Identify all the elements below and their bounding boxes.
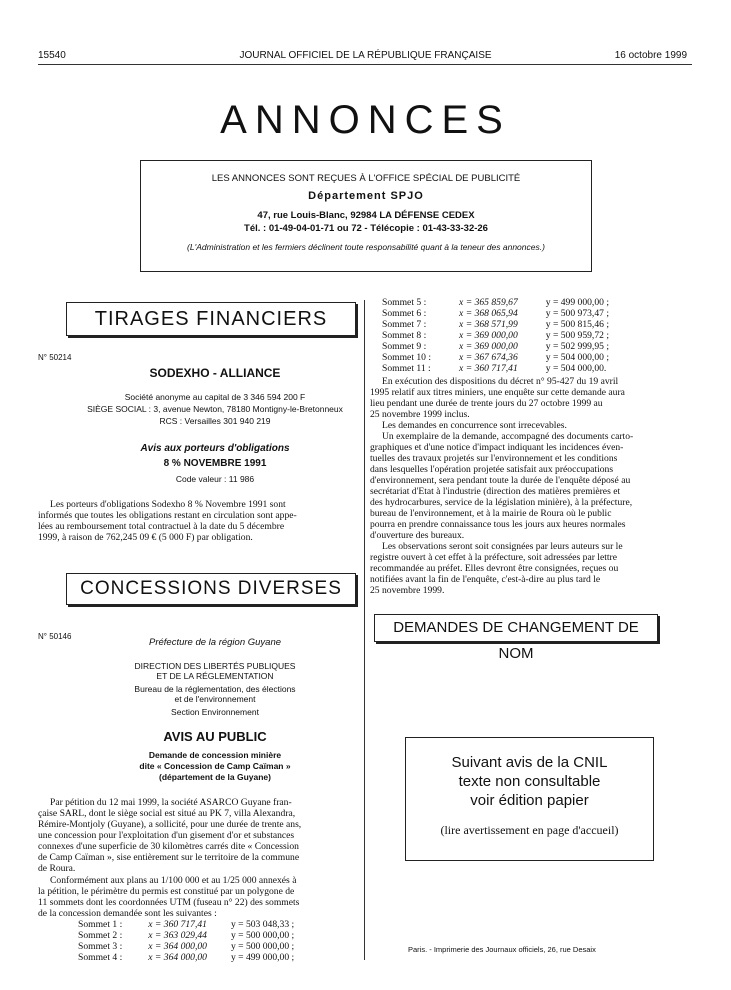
notice-address: 47, rue Louis-Blanc, 92984 LA DÉFENSE CEDEX: [257, 210, 475, 221]
notice-department: Département SPJO: [308, 190, 424, 202]
demande-line: Demande de concession minière: [148, 750, 282, 760]
text-line: dans lesquelles l'opération projetée satisfait aux préoccupations: [370, 464, 614, 475]
table-row: [382, 330, 615, 341]
section-concessions-diverses: CONCESSIONS DIVERSES: [66, 573, 356, 605]
text-line: informés que toutes les obligations restant en circulation sont appe-: [38, 510, 297, 521]
text-line: de Camp Caïman », sise entièrement sur le territoire de la commune: [38, 852, 300, 863]
table-row: [78, 919, 300, 930]
sommet-label: Sommet 10 :: [382, 352, 432, 363]
table-row: [382, 363, 615, 374]
column-divider: [364, 300, 365, 960]
sommet-x: x = 368 065,94: [459, 308, 518, 319]
sommet-x: x = 369 000,00: [459, 330, 518, 341]
text-line: Les observations seront soit consignées par leurs auteurs sur le: [382, 541, 623, 552]
sommet-y: y = 503 048,33 ;: [230, 919, 295, 930]
sommets-table-left: [78, 919, 300, 963]
sommet-y: y = 500 815,46 ;: [545, 319, 609, 330]
table-row: [78, 930, 300, 941]
text-line: 1995 relatif aux titres miniers, une enquête sur cette demande aura: [370, 387, 625, 398]
sommet-label: Sommet 11 :: [382, 363, 431, 374]
text-line: registre ouvert à cet effet à la préfecture, soit adressées par lettre: [370, 552, 617, 563]
prefecture-name: Préfecture de la région Guyane: [148, 637, 282, 648]
sommet-x: x = 360 717,41: [148, 919, 207, 930]
sommet-label: Sommet 3 :: [78, 941, 123, 952]
text-line: Un exemplaire de la demande, accompagné des documents carto-: [382, 431, 634, 442]
demande-line: (département de la Guyane): [159, 772, 271, 782]
cnil-line: voir édition papier: [470, 792, 589, 809]
sommets-table-right: [382, 297, 615, 374]
sommet-label: Sommet 9 :: [382, 341, 427, 352]
issue-date: 16 octobre 1999: [614, 50, 687, 61]
company-name: SODEXHO - ALLIANCE: [149, 366, 281, 380]
bureau-line: et de l'environnement: [174, 694, 256, 704]
text-line: lieu pendant une durée de trente jours du 27 octobre 1999 au: [370, 398, 603, 409]
text-line: connexes d'une superficie de 30 kilomètres carrés dite « Concession: [38, 841, 299, 852]
text-line: bureau de l'environnement, et à la mairie de Roura où le public: [370, 508, 612, 519]
text-line: de Roura.: [38, 863, 76, 874]
table-row: [382, 319, 615, 330]
sommet-x: x = 367 674,36: [459, 352, 518, 363]
text-line: çaise SARL, dont le siège social est situé au PK 7, villa Alexandra,: [38, 808, 296, 819]
sommet-y: y = 499 000,00 ;: [545, 297, 609, 308]
company-capital: Société anonyme au capital de 3 346 594 200 F: [124, 392, 306, 402]
sommet-label: Sommet 1 :: [78, 919, 123, 930]
notice-disclaimer: (L'Administration et les fermiers déclinent toute responsabilité quant à la teneur des annonces.): [187, 242, 545, 252]
notice-phone: Tél. : 01-49-04-01-71 ou 72 - Télécopie : 01-43-33-32-26: [244, 223, 488, 234]
journal-title: JOURNAL OFFICIEL DE LA RÉPUBLIQUE FRANÇAISE: [239, 50, 492, 61]
table-row: [382, 341, 615, 352]
company-seat: SIÈGE SOCIAL : 3, avenue Newton, 78180 Montigny-le-Bretonneux: [87, 404, 343, 414]
text-line: Rémire-Montjoly (Guyane), a sollicité, pour une durée de trente ans,: [38, 819, 302, 830]
text-line: recommandée au préfet. Elles devront être consignées, reçues ou: [370, 563, 619, 574]
sommet-y: y = 500 000,00 ;: [230, 930, 295, 941]
sommet-x: x = 365 859,67: [459, 297, 518, 308]
text-line: Par pétition du 12 mai 1999, la société ASARCO Guyane fran-: [50, 797, 292, 808]
sommet-y: y = 504 000,00.: [545, 363, 607, 374]
sommet-x: x = 368 571,99: [459, 319, 518, 330]
table-row: [78, 952, 300, 963]
company-rcs: RCS : Versailles 301 940 219: [159, 416, 271, 426]
sommet-label: Sommet 8 :: [382, 330, 427, 341]
direction-line: DIRECTION DES LIBERTÉS PUBLIQUES: [134, 661, 296, 671]
cnil-line: Suivant avis de la CNIL: [451, 754, 608, 771]
sommet-y: y = 500 959,72 ;: [545, 330, 609, 341]
announcement-number: N° 50214: [38, 353, 72, 362]
text-line: En exécution des dispositions du décret n° 95-427 du 19 avril: [382, 376, 619, 387]
table-row: [382, 308, 615, 319]
sommet-x: x = 360 717,41: [459, 363, 518, 374]
section-line: Section Environnement: [171, 707, 259, 717]
text-line: notifiées avant la fin de l'enquête, c'est-à-dire au plus tard le: [370, 574, 601, 585]
text-line: lées au remboursement total contractuel à la date du 5 décembre: [38, 521, 285, 532]
sommet-y: y = 499 000,00 ;: [230, 952, 295, 963]
table-row: [382, 297, 615, 308]
sommet-label: Sommet 5 :: [382, 297, 427, 308]
text-line: des hydrocarbures, service de la législation minière), à la préfecture,: [370, 497, 633, 508]
text-line: 11 sommets dont les coordonnées UTM (fuseau n° 22) des sommets: [38, 897, 300, 908]
cnil-line: texte non consultable: [458, 773, 601, 790]
page-number: 15540: [38, 50, 66, 61]
direction-line: ET DE LA RÉGLEMENTATION: [156, 671, 274, 681]
enquete-paragraph: [370, 376, 692, 596]
perimeter-paragraph: [38, 875, 356, 919]
text-line: secrétariat d'Etat à l'industrie (direction des matières premières et: [370, 486, 621, 497]
sommet-x: x = 369 000,00: [459, 341, 518, 352]
notice-box: [140, 160, 592, 272]
obligation-title: 8 % NOVEMBRE 1991: [163, 458, 267, 469]
section-tirages-financiers: TIRAGES FINANCIERS: [66, 302, 356, 336]
code-valeur: Code valeur : 11 986: [175, 474, 255, 484]
avis-au-public: AVIS AU PUBLIC: [163, 729, 267, 744]
section-demandes-changement-nom: DEMANDES DE CHANGEMENT DE NOM: [374, 614, 658, 642]
sommet-x: x = 364 000,00: [148, 952, 207, 963]
text-line: Les demandes en concurrence sont irrecevables.: [382, 420, 567, 431]
text-line: pourra en prendre connaissance tous les jours aux heures normales: [370, 519, 626, 530]
bureau-line: Bureau de la réglementation, des élections: [134, 684, 296, 694]
text-line: d'ouverture des bureaux.: [370, 530, 465, 541]
text-line: de la concession demandée sont les suivantes :: [38, 908, 217, 919]
sommet-label: Sommet 6 :: [382, 308, 427, 319]
sodexho-paragraph: [38, 499, 356, 543]
text-line: 25 novembre 1999 inclus.: [370, 409, 470, 420]
text-line: d'environnement, sera pendant toute la durée de l'enquête déposé au: [370, 475, 631, 486]
text-line: tuelles des travaux projetés sur l'environnement et les conditions: [370, 453, 618, 464]
sommet-x: x = 363 029,44: [148, 930, 207, 941]
demande-line: dite « Concession de Camp Caïman »: [139, 761, 291, 771]
text-line: Conformément aux plans au 1/100 000 et au 1/25 000 annexés à: [50, 875, 297, 886]
sommet-y: y = 502 999,95 ;: [545, 341, 609, 352]
text-line: 1999, à raison de 762,245 09 € (5 000 F) par obligation.: [38, 532, 253, 543]
printer-footer: Paris. - Imprimerie des Journaux officiels, 26, rue Desaix: [408, 945, 596, 954]
sommet-x: x = 364 000,00: [148, 941, 207, 952]
header-rule: [38, 64, 692, 65]
cnil-line: (lire avertissement en page d'accueil): [440, 823, 619, 837]
page-title: ANNONCES: [220, 98, 511, 142]
sommet-y: y = 500 973,47 ;: [545, 308, 609, 319]
sommet-label: Sommet 2 :: [78, 930, 123, 941]
avis-heading: Avis aux porteurs d'obligations: [140, 443, 290, 454]
sommet-label: Sommet 7 :: [382, 319, 427, 330]
text-line: Les porteurs d'obligations Sodexho 8 % Novembre 1991 sont: [50, 499, 286, 510]
text-line: 25 novembre 1999.: [370, 585, 445, 596]
text-line: graphiques et d'une notice d'impact indiquant les incidences éven-: [370, 442, 624, 453]
notice-line: LES ANNONCES SONT REÇUES À L'OFFICE SPÉCIAL DE PUBLICITÉ: [211, 173, 521, 184]
table-row: [78, 941, 300, 952]
petition-paragraph: [38, 797, 356, 874]
cnil-notice-box: [405, 737, 654, 861]
announcement-number: N° 50146: [38, 632, 72, 641]
table-row: [382, 352, 615, 363]
sommet-y: y = 504 000,00 ;: [545, 352, 609, 363]
sommet-label: Sommet 4 :: [78, 952, 123, 963]
text-line: une concession pour l'exploitation d'un gisement d'or et substances: [38, 830, 295, 841]
text-line: la pétition, le périmètre du permis est constitué par un polygone de: [38, 886, 295, 897]
sommet-y: y = 500 000,00 ;: [230, 941, 295, 952]
